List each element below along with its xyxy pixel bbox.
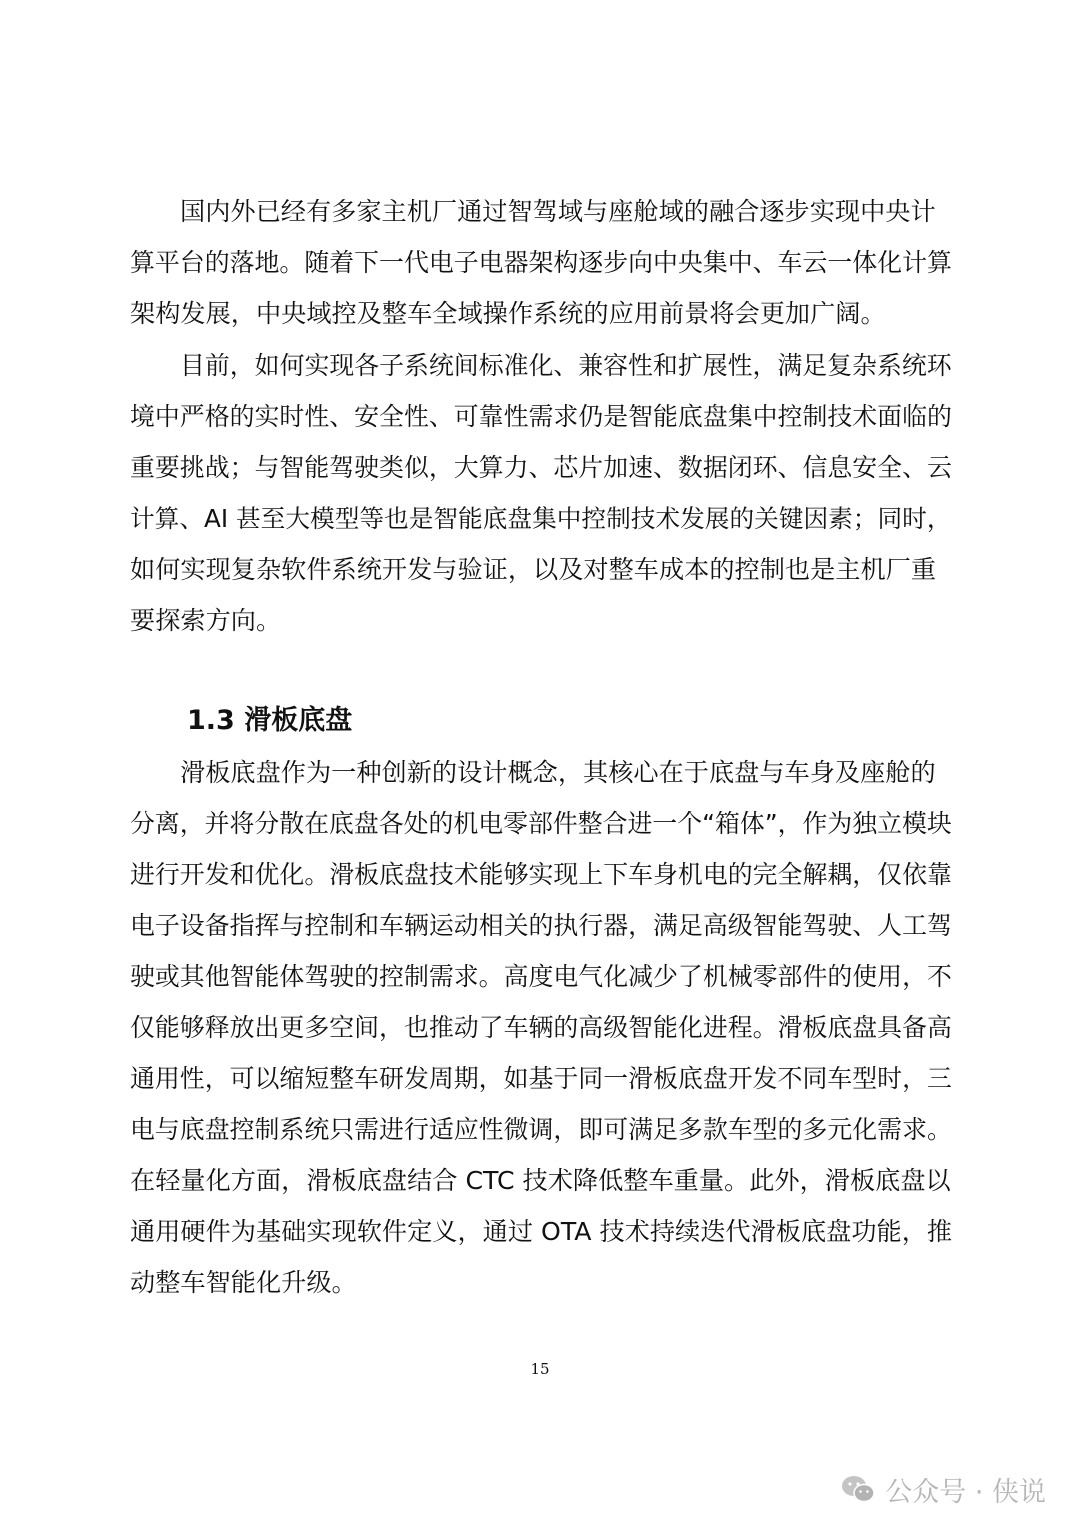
text-line: 仅能够释放出更多空间，也推动了车辆的高级智能化进程。滑板底盘具备高 xyxy=(130,1013,952,1042)
text-line: 国内外已经有多家主机厂通过智驾域与座舱域的融合逐步实现中央计 xyxy=(180,197,936,226)
paragraph-skateboard-chassis xyxy=(130,747,952,1308)
text-line: 进行开发和优化。滑板底盘技术能够实现上下车身机电的完全解耦，仅依靠 xyxy=(130,860,952,889)
text-line: 算平台的落地。随着下一代电子电器架构逐步向中央集中、车云一体化计算 xyxy=(130,248,952,277)
text-line: 在轻量化方面，滑板底盘结合 CTC 技术降低整车重量。此外，滑板底盘以 xyxy=(130,1166,951,1195)
paragraph xyxy=(130,340,952,646)
page-number: 15 xyxy=(530,1360,550,1378)
wechat-icon xyxy=(841,1474,875,1504)
text-line: 计算、AI 甚至大模型等也是智能底盘集中控制技术发展的关键因素；同时， xyxy=(130,504,952,533)
paragraph-central-platform xyxy=(130,186,952,339)
text-line: 要探索方向。 xyxy=(130,606,282,635)
text-line: 滑板底盘作为一种创新的设计概念，其核心在于底盘与车身及座舱的 xyxy=(180,758,936,787)
text-line: 架构发展，中央域控及整车全域操作系统的应用前景将会更加广阔。 xyxy=(130,299,886,328)
text-line: 电子设备指挥与控制和车辆运动相关的执行器，满足高级智能驾驶、人工驾 xyxy=(130,911,952,940)
text-line: 通用性，可以缩短整车研发周期，如基于同一滑板底盘开发不同车型时，三 xyxy=(130,1064,952,1093)
paragraph-challenges xyxy=(130,340,952,646)
text-line: 分离，并将分散在底盘各处的机电零部件整合进一个“箱体”，作为独立模块 xyxy=(130,809,952,838)
text-line: 驶或其他智能体驾驶的控制需求。高度电气化减少了机械零部件的使用，不 xyxy=(130,962,952,991)
watermark xyxy=(841,1467,1046,1511)
text-line: 重要挑战；与智能驾驶类似，大算力、芯片加速、数据闭环、信息安全、云 xyxy=(130,453,952,482)
text-line: 通用硬件为基础实现软件定义，通过 OTA 技术持续迭代滑板底盘功能，推 xyxy=(130,1217,953,1246)
text-line: 境中严格的实时性、安全性、可靠性需求仍是智能底盘集中控制技术面临的 xyxy=(130,402,952,431)
section-heading: 1.3 滑板底盘 xyxy=(187,705,353,736)
watermark-text: 公众号 · 侠说 xyxy=(885,1476,1046,1508)
paragraph xyxy=(130,186,952,339)
text-line: 目前，如何实现各子系统间标准化、兼容性和扩展性，满足复杂系统环 xyxy=(180,351,952,380)
text-line: 电与底盘控制系统只需进行适应性微调，即可满足多款车型的多元化需求。 xyxy=(130,1115,952,1144)
paragraph xyxy=(130,747,952,1308)
text-line: 动整车智能化升级。 xyxy=(130,1268,357,1297)
text-line: 如何实现复杂软件系统开发与验证，以及对整车成本的控制也是主机厂重 xyxy=(130,555,936,584)
